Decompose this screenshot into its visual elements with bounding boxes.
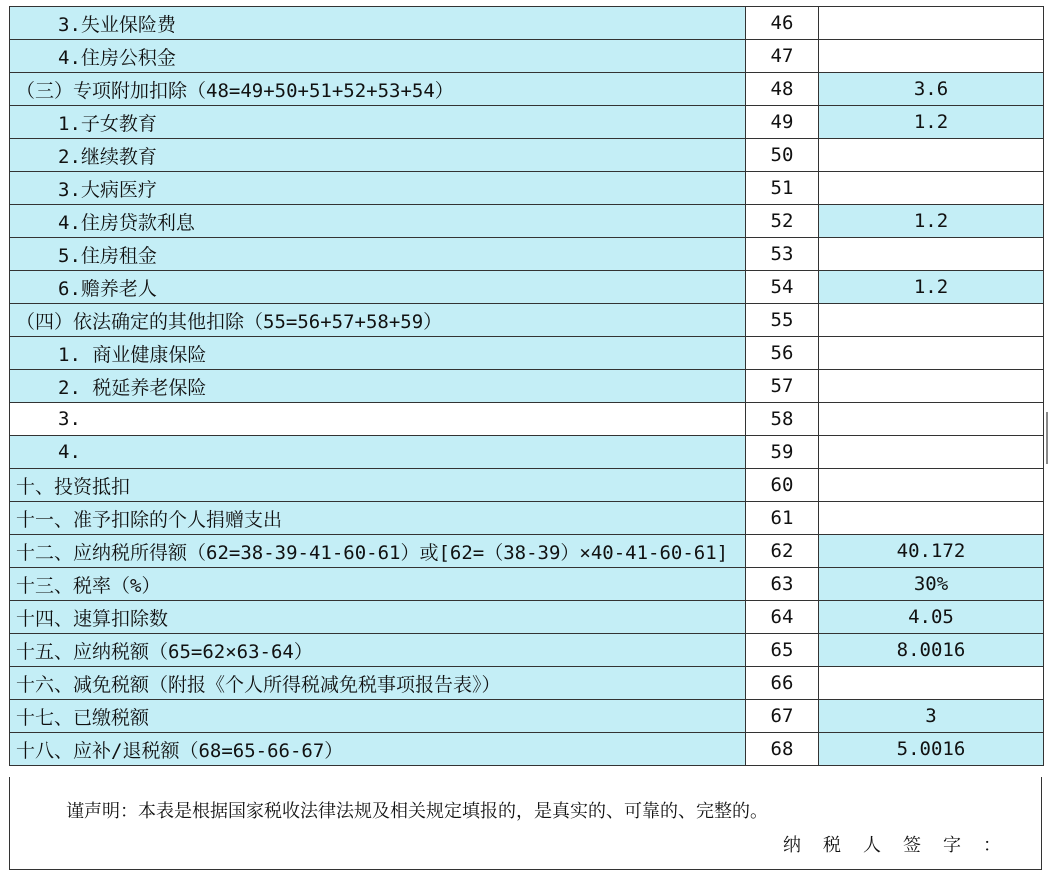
row-amount: [819, 238, 1044, 271]
row-label: 6.赡养老人: [10, 271, 746, 304]
row-amount: [819, 502, 1044, 535]
row-line-number: 53: [746, 238, 819, 271]
table-row: [10, 106, 1044, 139]
row-amount: 3: [819, 700, 1044, 733]
row-line-number: 61: [746, 502, 819, 535]
table-row: [10, 172, 1044, 205]
table-row: [10, 436, 1044, 469]
row-amount: [819, 370, 1044, 403]
row-amount: 4.05: [819, 601, 1044, 634]
row-amount: [819, 667, 1044, 700]
table-row: [10, 568, 1044, 601]
row-label: 十六、减免税额（附报《个人所得税减免税事项报告表》）: [10, 667, 746, 700]
table-row: [10, 40, 1044, 73]
row-line-number: 60: [746, 469, 819, 502]
table-row: [10, 73, 1044, 106]
row-amount: [819, 469, 1044, 502]
table-row: [10, 667, 1044, 700]
table-row: [10, 634, 1044, 667]
row-amount: 1.2: [819, 205, 1044, 238]
scroll-edge-marker: [1046, 412, 1048, 464]
row-line-number: 68: [746, 733, 819, 766]
row-line-number: 52: [746, 205, 819, 238]
row-amount: [819, 139, 1044, 172]
row-line-number: 64: [746, 601, 819, 634]
row-label: 十、投资抵扣: [10, 469, 746, 502]
row-amount: 1.2: [819, 271, 1044, 304]
row-label: 十五、应纳税额（65=62×63-64）: [10, 634, 746, 667]
row-amount: 3.6: [819, 73, 1044, 106]
row-label: 1. 商业健康保险: [10, 337, 746, 370]
row-label: 十三、税率（%）: [10, 568, 746, 601]
row-amount: 8.0016: [819, 634, 1044, 667]
table-row: [10, 7, 1044, 40]
row-label: 十七、已缴税额: [10, 700, 746, 733]
row-label: 十八、应补/退税额（68=65-66-67）: [10, 733, 746, 766]
row-label: （三）专项附加扣除（48=49+50+51+52+53+54）: [10, 73, 746, 106]
tax-form-rows: [10, 7, 1044, 766]
row-label: 十四、速算扣除数: [10, 601, 746, 634]
row-amount: [819, 7, 1044, 40]
row-line-number: 59: [746, 436, 819, 469]
row-amount: 30%: [819, 568, 1044, 601]
row-label: 4.住房公积金: [10, 40, 746, 73]
table-row: [10, 601, 1044, 634]
row-amount: [819, 403, 1044, 436]
row-line-number: 63: [746, 568, 819, 601]
declaration-box: [9, 777, 1042, 870]
row-line-number: 47: [746, 40, 819, 73]
row-label: 3.大病医疗: [10, 172, 746, 205]
table-row: [10, 139, 1044, 172]
table-row: [10, 238, 1044, 271]
table-row: [10, 337, 1044, 370]
table-row: [10, 271, 1044, 304]
row-amount: 5.0016: [819, 733, 1044, 766]
row-label: 4.: [10, 436, 746, 469]
taxpayer-signature-label: 纳税人签字：: [783, 835, 1023, 856]
row-amount: [819, 172, 1044, 205]
row-label: 十一、准予扣除的个人捐赠支出: [10, 502, 746, 535]
row-label: 1.子女教育: [10, 106, 746, 139]
row-label: （四）依法确定的其他扣除（55=56+57+58+59）: [10, 304, 746, 337]
row-line-number: 54: [746, 271, 819, 304]
table-row: [10, 370, 1044, 403]
row-line-number: 46: [746, 7, 819, 40]
table-row: [10, 700, 1044, 733]
table-row: [10, 205, 1044, 238]
row-amount: [819, 40, 1044, 73]
table-row: [10, 502, 1044, 535]
row-amount: [819, 337, 1044, 370]
row-line-number: 49: [746, 106, 819, 139]
row-line-number: 57: [746, 370, 819, 403]
table-row: [10, 535, 1044, 568]
row-line-number: 67: [746, 700, 819, 733]
row-label: 4.住房贷款利息: [10, 205, 746, 238]
row-line-number: 51: [746, 172, 819, 205]
row-line-number: 50: [746, 139, 819, 172]
row-amount: 1.2: [819, 106, 1044, 139]
row-label: 3.失业保险费: [10, 7, 746, 40]
table-row: [10, 733, 1044, 766]
tax-form-table: [9, 6, 1044, 766]
declaration-statement: 谨声明：本表是根据国家税收法律法规及相关规定填报的，是真实的、可靠的、完整的。: [66, 801, 768, 822]
row-line-number: 48: [746, 73, 819, 106]
row-label: 2.继续教育: [10, 139, 746, 172]
row-amount: [819, 436, 1044, 469]
row-label: 2. 税延养老保险: [10, 370, 746, 403]
table-row: [10, 403, 1044, 436]
row-amount: 40.172: [819, 535, 1044, 568]
table-row: [10, 304, 1044, 337]
row-line-number: 56: [746, 337, 819, 370]
table-row: [10, 469, 1044, 502]
row-line-number: 58: [746, 403, 819, 436]
row-label: 3.: [10, 403, 746, 436]
row-label: 十二、应纳税所得额（62=38-39-41-60-61）或[62=（38-39）×40-41-60-61]: [10, 535, 746, 568]
row-line-number: 65: [746, 634, 819, 667]
row-amount: [819, 304, 1044, 337]
row-line-number: 55: [746, 304, 819, 337]
row-label: 5.住房租金: [10, 238, 746, 271]
row-line-number: 62: [746, 535, 819, 568]
row-line-number: 66: [746, 667, 819, 700]
